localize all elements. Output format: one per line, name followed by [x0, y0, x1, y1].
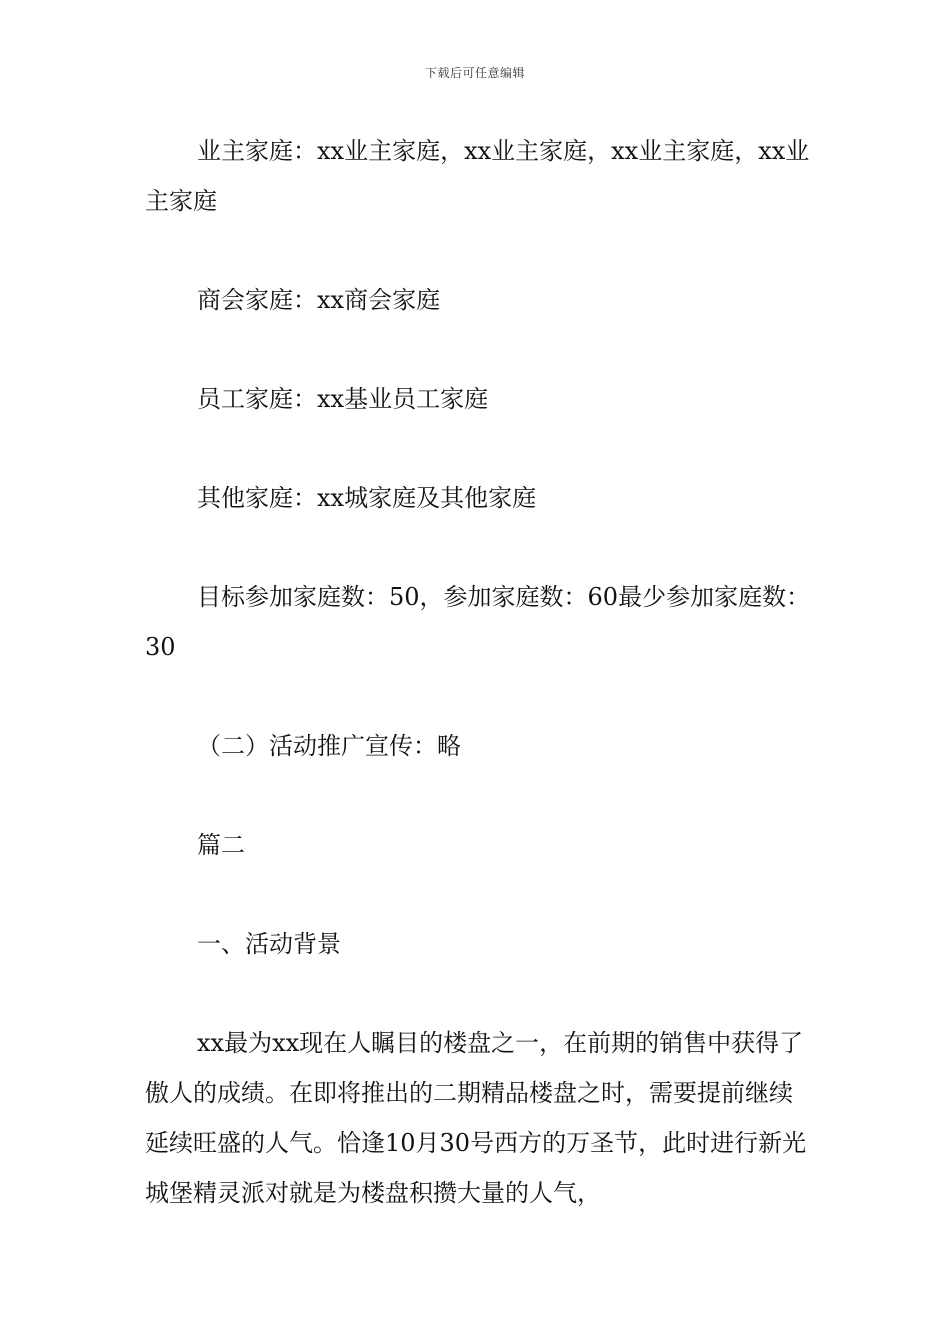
paragraph-employee-families: 员工家庭：xx基业员工家庭	[197, 385, 489, 413]
document-body	[145, 126, 815, 1218]
paragraph-chamber-families: 商会家庭：xx商会家庭	[197, 286, 441, 314]
paragraph-other-families: 其他家庭：xx城家庭及其他家庭	[197, 484, 537, 512]
paragraph-owner-families: 业主家庭：xx业主家庭，xx业主家庭，xx业主家庭，xx业主家庭	[145, 137, 810, 215]
header-note: 下载后可任意编辑	[424, 66, 525, 80]
section-heading-background: 一、活动背景	[197, 930, 341, 958]
section-heading-part-two: 篇二	[197, 831, 245, 859]
paragraph-promotion: （二）活动推广宣传：略	[197, 732, 461, 760]
paragraph-family-targets: 目标参加家庭数：50，参加家庭数：60最少参加家庭数：30	[145, 583, 811, 661]
paragraph-background-body: xx最为xx现在人瞩目的楼盘之一，在前期的销售中获得了傲人的成绩。在即将推出的二期精品楼盘之时，需要提前继续延续旺盛的人气。恰逢10月30号西方的万圣节，此时进行新光城堡精灵派对就是为楼盘积攒大量的人气，	[145, 1029, 807, 1207]
